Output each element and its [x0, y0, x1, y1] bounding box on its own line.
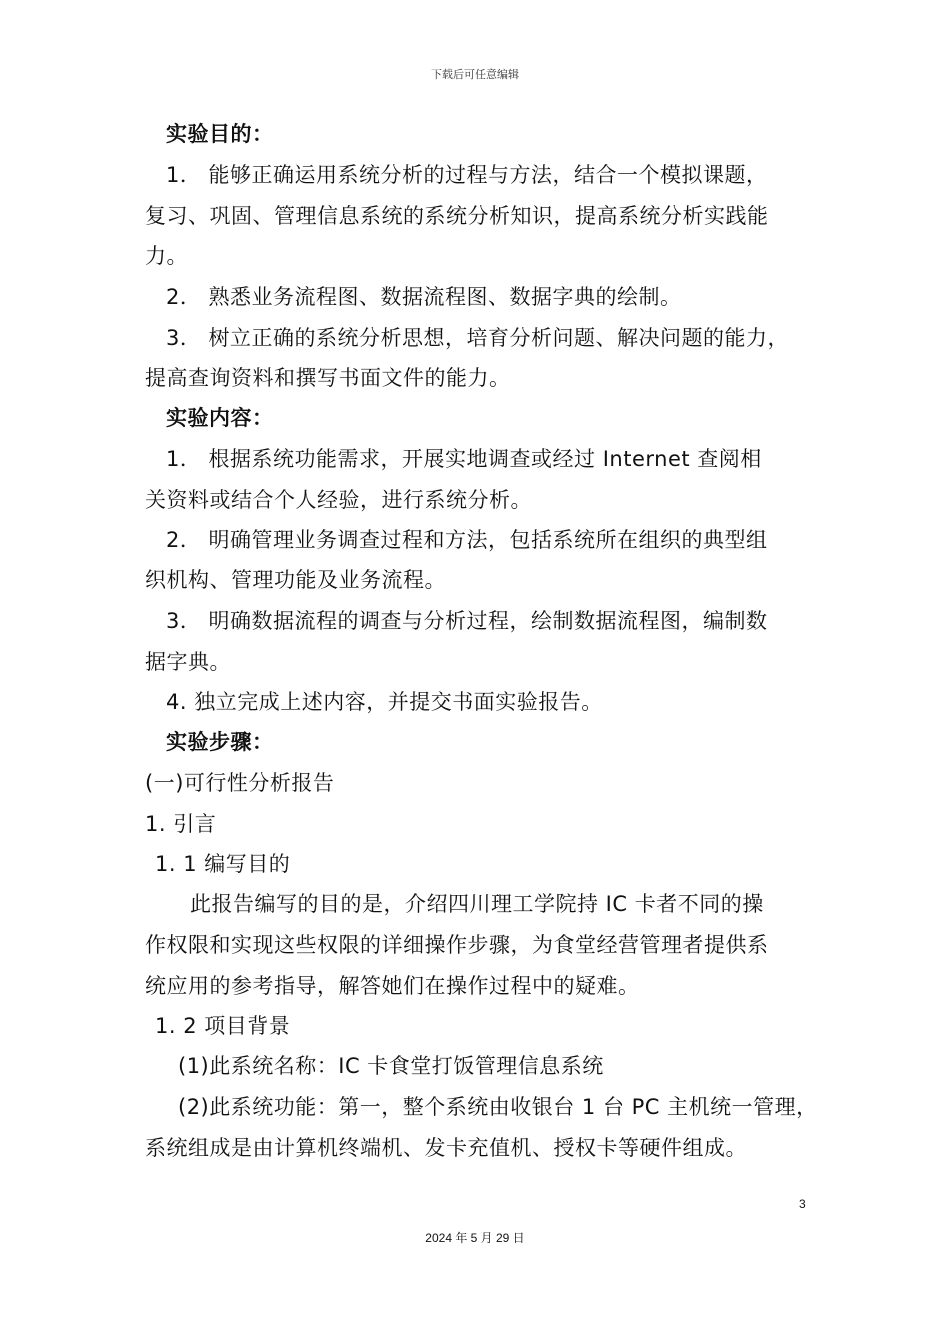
paragraph-line: 统应用的参考指导，解答她们在操作过程中的疑难。 [145, 974, 640, 998]
section-title: 1. 引言 [145, 812, 217, 836]
paragraph-line: 织机构、管理功能及业务流程。 [145, 568, 446, 592]
page-header: 下载后可任意编辑 [431, 68, 519, 81]
paragraph-line: 3． 树立正确的系统分析思想，培育分析问题、解决问题的能力， [166, 326, 790, 350]
heading-content: 实验内容： [166, 406, 274, 430]
paragraph-line: 据字典。 [145, 650, 231, 674]
heading-objectives: 实验目的： [166, 122, 274, 146]
paragraph-line: 复习、巩固、管理信息系统的系统分析知识，提高系统分析实践能 [145, 204, 769, 228]
paragraph-line: 力。 [145, 244, 188, 268]
paragraph-line: 关资料或结合个人经验，进行系统分析。 [145, 488, 532, 512]
section-title: (一)可行性分析报告 [145, 771, 335, 795]
subsection-title: 1. 1 编写目的 [155, 852, 291, 876]
paragraph-line: 系统组成是由计算机终端机、发卡充值机、授权卡等硬件组成。 [145, 1136, 747, 1160]
paragraph-line: 2． 熟悉业务流程图、数据流程图、数据字典的绘制。 [166, 285, 682, 309]
paragraph-line: 作权限和实现这些权限的详细操作步骤，为食堂经营管理者提供系 [145, 933, 769, 957]
paragraph-line: 2． 明确管理业务调查过程和方法，包括系统所在组织的典型组 [166, 528, 768, 552]
paragraph-line: 4. 独立完成上述内容，并提交书面实验报告。 [166, 690, 603, 714]
paragraph-line: 此报告编写的目的是，介绍四川理工学院持 IC 卡者不同的操 [190, 892, 764, 916]
paragraph-line: 1． 根据系统功能需求，开展实地调查或经过 Internet 查阅相 [166, 447, 762, 471]
footer-date: 2024 年 5 月 29 日 [425, 1231, 525, 1245]
page-number: 3 [799, 1197, 806, 1211]
subsection-title: 1. 2 项目背景 [155, 1014, 291, 1038]
heading-steps: 实验步骤： [166, 730, 274, 754]
paragraph-line: (1)此系统名称：IC 卡食堂打饭管理信息系统 [178, 1054, 604, 1078]
paragraph-line: 3． 明确数据流程的调查与分析过程，绘制数据流程图，编制数 [166, 609, 768, 633]
paragraph-line: (2)此系统功能：第一，整个系统由收银台 1 台 PC 主机统一管理， [178, 1095, 818, 1119]
paragraph-line: 提高查询资料和撰写书面文件的能力。 [145, 366, 511, 390]
paragraph-line: 1． 能够正确运用系统分析的过程与方法，结合一个模拟课题， [166, 163, 768, 187]
